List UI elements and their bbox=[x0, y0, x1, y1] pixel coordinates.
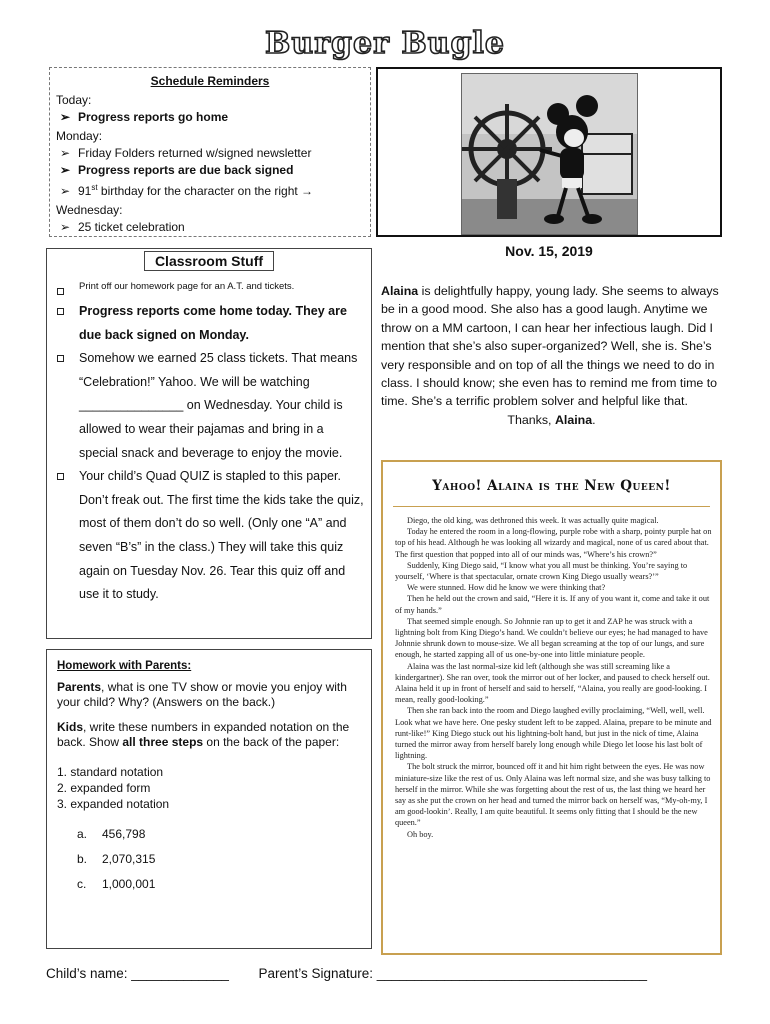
kids-prompt: Kids, write these numbers in expanded notation on the back. Show all three steps on the back of the paper: bbox=[57, 720, 350, 749]
arrow-right-icon: → bbox=[301, 184, 314, 198]
homework-title: Homework with Parents: bbox=[57, 660, 192, 672]
number-list bbox=[57, 826, 361, 892]
paragraph: The bolt struck the mirror, bounced off it and hit him right between the eyes. He was now miniature-size like the rest of us. Only Alaina was left normal size, and she was busy talking to herself in the mirror. While she was forgetting about the rest of us, the last thing we heard her say as she put the crown on her head and turned the mirror back on herself was, “My-oh-my, I am good-lookin’. Really, I am quite beautiful. It seems only fitting that I should be the new queen.” bbox=[395, 762, 711, 828]
paragraph: Today he entered the room in a long-flowing, purple robe with a sharp, pointy purple hat on top of his head. Although he was looking all wizardy and magical, none of us cared about that. The first question that popped into all of our minds was, “Where’s his crown?” bbox=[395, 527, 712, 559]
checkbox-bullet-icon bbox=[57, 473, 64, 480]
checkbox-bullet-icon bbox=[57, 355, 64, 362]
list-item: 3. expanded notation bbox=[57, 797, 170, 811]
list-item: b. 2,070,315 bbox=[77, 852, 156, 866]
paragraph: We were stunned. How did he know we were thinking that? bbox=[407, 583, 606, 593]
checkbox-bullet-icon bbox=[57, 288, 64, 295]
schedule-item: ➢ Progress reports are due back signed bbox=[60, 163, 294, 177]
paragraph: Then she ran back into the room and Diego laughed evilly proclaiming, “Well, well, well. Look what we have here. One pesky student left to be zapped. Alaina, prepare to be minute and runt-like!” King Diego stuck out his lightning-bolt hand, but just in the nick of time, Alaina turned the mirror away from herself barely long enough while Diego let loose his last bolt of lightning. bbox=[395, 706, 712, 761]
news-story-box bbox=[381, 460, 722, 955]
steamboat-cartoon-image bbox=[461, 73, 638, 235]
spotlight-thanks: Thanks, Alaina. bbox=[507, 412, 596, 427]
student-spotlight bbox=[381, 282, 722, 429]
list-item: a. 456,798 bbox=[77, 827, 146, 841]
today-label: Today: bbox=[56, 93, 92, 107]
schedule-item: ➢ Friday Folders returned w/signed newsletter bbox=[60, 146, 312, 160]
arrow-bullet-icon: ➢ bbox=[60, 220, 71, 234]
schedule-item: ➢ 25 ticket celebration bbox=[60, 220, 185, 234]
classroom-stuff-section bbox=[46, 248, 372, 639]
paragraph: Oh boy. bbox=[407, 829, 434, 839]
news-body bbox=[395, 515, 713, 840]
notation-steps bbox=[57, 764, 361, 812]
arrow-bullet-icon: ➢ bbox=[60, 184, 71, 198]
spotlight-text: Alaina is delightfully happy, young lady. She seems to always be in a good mood. She also has a good laugh. Anytime we throw on a MM cartoon, I can hear her infectious laugh. Did I mention that she’s also super-organized? Well, she is. She’s very responsible and on top of all the things we need to do in class. I should know; she even has to remind me from time to time. She’s a terrific problem solver and helpful like that. bbox=[381, 284, 719, 409]
wednesday-label: Wednesday: bbox=[56, 203, 123, 217]
parents-prompt: Parents, what is one TV show or movie you enjoy with your child? Why? (Answers on the back.) bbox=[57, 680, 347, 709]
divider bbox=[393, 506, 710, 507]
paragraph: Then he held out the crown and said, “Here it is. If any of you want it, come and take it out of my hands.” bbox=[395, 594, 710, 615]
paragraph: Alaina was the last normal-size kid left (although she was still screaming like a kindergartner). She ran over, took the mirror out of her locker, and paused to check herself out. Alaina held it up in front of herself and said to herself, “Alaina, you really are good-looking. I mean, really good-looking.” bbox=[395, 661, 710, 705]
list-item: 2. expanded form bbox=[57, 781, 151, 795]
issue-date: Nov. 15, 2019 bbox=[505, 243, 593, 259]
list-item: 1. standard notation bbox=[57, 765, 164, 779]
signature-line bbox=[46, 966, 736, 981]
schedule-title: Schedule Reminders bbox=[150, 74, 270, 88]
classroom-item: Progress reports come home today. They are due back signed on Monday. bbox=[53, 300, 365, 347]
news-title: Yahoo! Alaina is the New Queen! bbox=[432, 478, 671, 494]
classroom-item: Print off our homework page for an A.T. and tickets. bbox=[53, 280, 365, 294]
list-item: c. 1,000,001 bbox=[77, 877, 156, 891]
parent-signature-field: Parent’s Signature: ____________________________________ bbox=[258, 966, 648, 981]
monday-label: Monday: bbox=[56, 129, 103, 143]
paragraph: Diego, the old king, was dethroned this week. It was actually quite magical. bbox=[407, 516, 659, 525]
paragraph: Suddenly, King Diego said, “I know what you all must be thinking. You’re saying to yourself, ‘Where is that spectacular, ornate crown King Diego usually wears?’” bbox=[395, 560, 688, 582]
arrow-bullet-icon: ➢ bbox=[60, 110, 71, 124]
arrow-bullet-icon: ➢ bbox=[60, 163, 71, 177]
schedule-item: ➢ Progress reports go home bbox=[60, 110, 229, 124]
arrow-bullet-icon: ➢ bbox=[60, 146, 71, 160]
classroom-title: Classroom Stuff bbox=[144, 251, 274, 271]
classroom-item: Somehow we earned 25 class tickets. That means “Celebration!” Yahoo. We will be watching _______________ on Wednesday. Your child is allowed to wear their pajamas and bring in a special snack and beverage to enjoy the movie. bbox=[53, 347, 365, 465]
classroom-item: Your child’s Quad QUIZ is stapled to this paper. Don’t freak out. The first time the kids take the quiz, most of them don’t do so well. (Only one “A” and seven “B’s” in the class.) They will take this quiz again on Tuesday Nov. 26. Tear this quiz off and use it to study. bbox=[53, 465, 365, 607]
paragraph: That seemed simple enough. So Johnnie ran up to get it and ZAP he was struck with a lightning bolt from King Diego’s hand. We couldn’t believe our eyes; he had managed to have Johnnie shrunk down to mouse-size. We all began screaming at the top of our lungs, and sure enough, he started zapping all of us one-by-one into little miniature people. bbox=[395, 616, 708, 660]
masthead-title: Burger Bugle bbox=[265, 26, 505, 61]
homework-section bbox=[46, 649, 372, 949]
checkbox-bullet-icon bbox=[57, 308, 64, 315]
schedule-reminders bbox=[49, 67, 371, 237]
child-name-field: Child’s name: _____________ bbox=[46, 966, 229, 981]
schedule-item: ➢ 91st birthday for the character on the right → bbox=[60, 183, 314, 198]
